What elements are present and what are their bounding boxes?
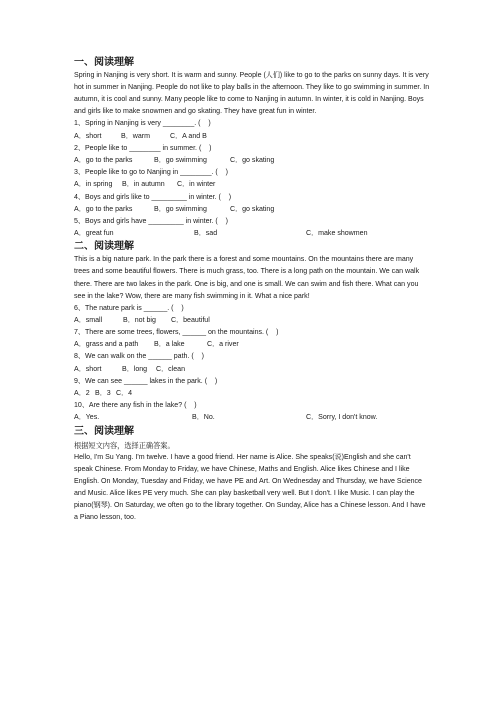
- section-3-title: 三、阅读理解: [74, 425, 134, 437]
- option-b: B．go swimming: [154, 205, 207, 213]
- option-a: A．in spring: [74, 181, 113, 189]
- section-2-title: 二、阅读理解: [74, 241, 134, 253]
- option-b: B．go swimming: [154, 156, 207, 164]
- option-a: A．short: [74, 365, 102, 373]
- question-5: 5、Boys and girls have _________ in winter. ( ): [74, 217, 228, 225]
- option-a: A．go to the parks: [74, 205, 133, 213]
- question-9-options: [74, 388, 430, 400]
- option-b: B．No.: [192, 414, 215, 422]
- option-a: A．short: [74, 132, 102, 140]
- section-2-passage: This is a big nature park. In the park there is a forest and some mountains. On the mountains there are many trees and some beautiful flowers. There is much grass, too. There is a long path on the mountain. We can walk there. There are two lakes in the park. One is big, and one is small. We can swim and fish there. What can you see in the lake? Wow, there are many fish swimming in it. What a nice park!: [74, 256, 420, 300]
- option-c: C．in winter: [177, 181, 216, 189]
- option-a: A．grass and a path: [74, 341, 139, 349]
- section-3-instruction: 根据短文内容，选择正确答案。: [74, 440, 175, 450]
- option-a: A．small: [74, 316, 103, 324]
- option-a: A．2: [74, 390, 90, 398]
- question-7-options: [74, 339, 430, 351]
- question-10: 10、Are there any fish in the lake? ( ): [74, 402, 197, 410]
- section-1-title: 一、阅读理解: [74, 57, 134, 68]
- question-1-options: [74, 131, 430, 143]
- option-c: C．clean: [156, 365, 185, 373]
- option-c: C．make showmen: [306, 230, 368, 238]
- section-1-passage: Spring in Nanjing is very short. It is warm and sunny. People (人们) like to go to the parks on sunny days. It is very hot in summer in Nanjing. People do not like to play balls in the afternoon. They like to go swimming in summer. In autumn, it is cool and sunny. Many people like to come to Nanjing in autumn. In winter, it is cold in Nanjing. Boys and girls like to make snowmen and go skating. They have great fun in winter.: [74, 72, 430, 116]
- question-7: 7、There are some trees, flowers, ______ on the mountains. ( ): [74, 329, 279, 337]
- option-c: C．A and B: [170, 132, 207, 140]
- worksheet-page: [74, 56, 430, 524]
- option-b: B．a lake: [154, 341, 185, 349]
- question-6-options: [74, 315, 430, 327]
- question-8-options: [74, 364, 430, 376]
- option-b: B．warm: [121, 132, 150, 140]
- option-a: A．great fun: [74, 230, 114, 238]
- question-8: 8、We can walk on the ______ path. ( ): [74, 353, 204, 361]
- option-b: B．in autumn: [122, 181, 165, 189]
- option-c: C．go skating: [230, 156, 275, 164]
- question-1: 1、Spring in Nanjing is very ________. ( ): [74, 120, 211, 128]
- option-a: A．go to the parks: [74, 156, 133, 164]
- question-9: 9、We can see ______ lakes in the park. ( ): [74, 377, 218, 385]
- option-b: B．not big: [123, 316, 156, 324]
- question-6: 6、The nature park is ______. ( ): [74, 304, 184, 312]
- question-3: 3、People like to go to Nanjing in ________. ( ): [74, 169, 228, 177]
- option-b: B．sad: [194, 230, 218, 238]
- question-10-options: [74, 412, 430, 424]
- question-5-options: [74, 228, 430, 240]
- question-4: 4、Boys and girls like to _________ in winter. ( ): [74, 193, 232, 201]
- option-c: C．4: [116, 390, 133, 398]
- option-a: A．Yes.: [74, 414, 100, 422]
- question-4-options: [74, 204, 430, 216]
- question-2: 2、People like to ________ in summer. ( ): [74, 144, 212, 152]
- option-c: C．beautiful: [171, 316, 210, 324]
- option-c: C．go skating: [230, 205, 275, 213]
- option-b: B．3: [95, 390, 111, 398]
- option-c: C．a river: [207, 341, 239, 349]
- option-c: C．Sorry, I don't know.: [306, 414, 378, 422]
- question-2-options: [74, 155, 430, 167]
- section-3-passage: Hello, I'm Su Yang. I'm twelve. I have a good friend. Her name is Alice. She speaks(说)English and she can't speak Chinese. From Monday to Friday, we have Chinese, Maths and English. Alice likes Chinese and I like English. On Monday, Tuesday and Friday, we have PE and Art. On Wednesday and Thursday, we have Science and Music. Alice likes PE very much. She can play basketball very well. But I don't. I like Music. I can play the piano(钢琴). On Saturday, we often go to the library together. On Sunday, Alice has a Chinese lesson. And I have a Piano lesson, too.: [74, 453, 426, 522]
- question-3-options: [74, 179, 430, 191]
- option-b: B．long: [122, 365, 148, 373]
